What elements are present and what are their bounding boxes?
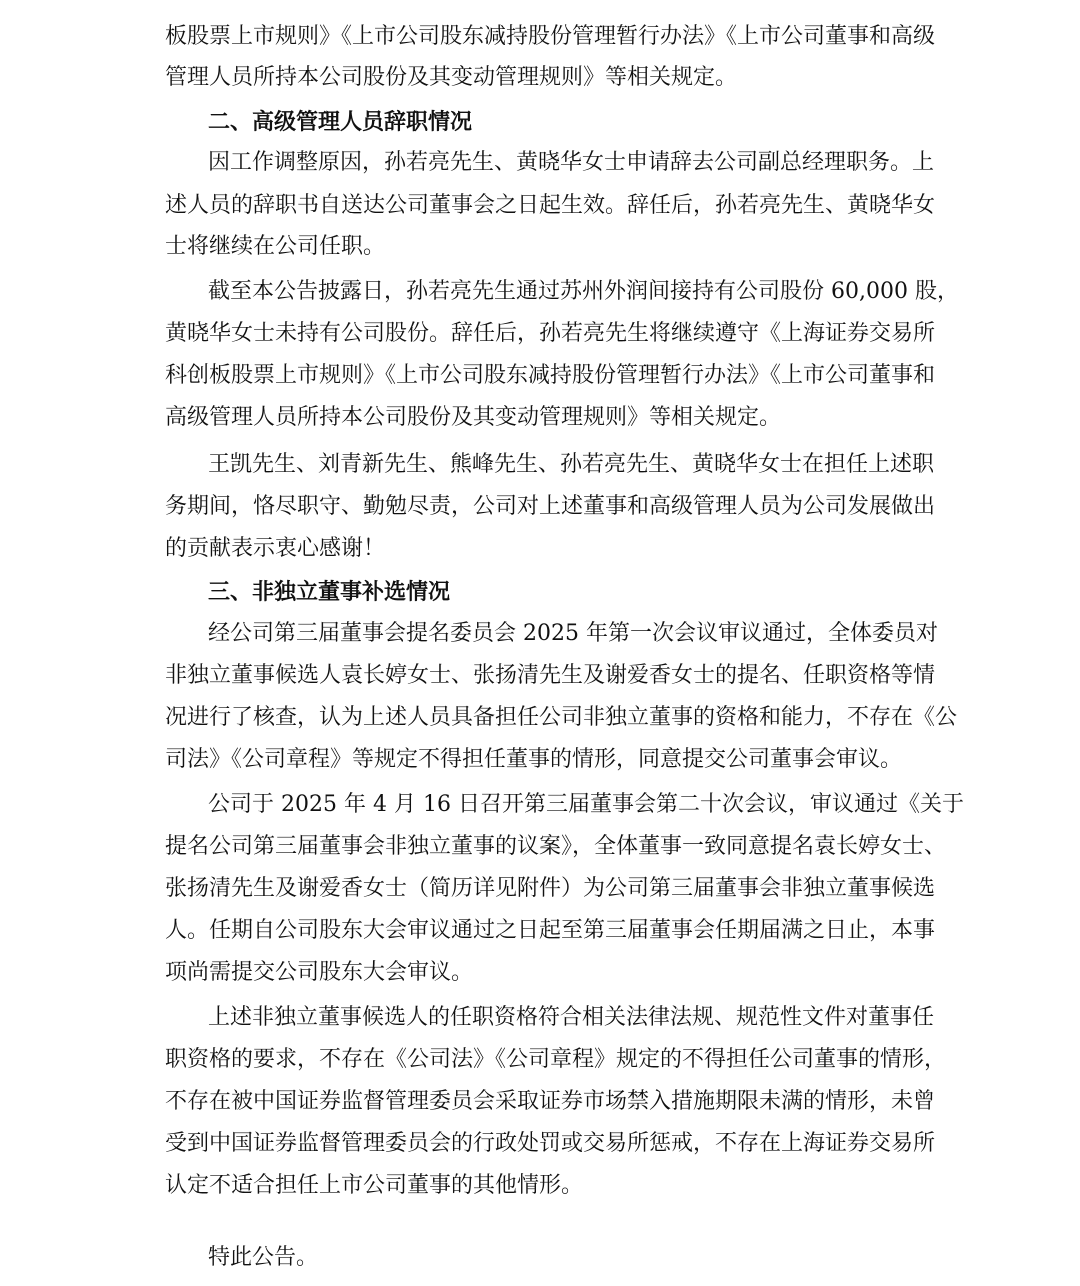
- body-line: 非独立董事候选人袁长婷女士、张扬清先生及谢爱香女士的提名、任职资格等情: [165, 663, 936, 688]
- body-line: 经公司第三届董事会提名委员会 2025 年第一次会议审议通过，全体委员对: [208, 621, 938, 646]
- body-line: 项尚需提交公司股东大会审议。: [165, 960, 474, 985]
- body-line: 况进行了核查，认为上述人员具备担任公司非独立董事的资格和能力，不存在《公: [165, 705, 958, 730]
- body-line: 科创板股票上市规则》《上市公司股东减持股份管理暂行办法》《上市公司董事和: [165, 363, 936, 388]
- body-line: 张扬清先生及谢爱香女士（简历详见附件）为公司第三届董事会非独立董事候选: [165, 876, 936, 901]
- body-line: 黄晓华女士未持有公司股份。辞任后，孙若亮先生将继续遵守《上海证券交易所: [165, 321, 936, 346]
- body-line: 的贡献表示衷心感谢！: [165, 536, 386, 561]
- body-line: 王凯先生、刘青新先生、熊峰先生、孙若亮先生、黄晓华女士在担任上述职: [208, 452, 935, 477]
- body-line: 提名公司第三届董事会非独立董事的议案》，全体董事一致同意提名袁长婷女士、: [165, 834, 947, 859]
- body-line: 司法》《公司章程》等规定不得担任董事的情形，同意提交公司董事会审议。: [165, 747, 903, 772]
- body-line: 述人员的辞职书自送达公司董事会之日起生效。辞任后，孙若亮先生、黄晓华女: [165, 193, 936, 218]
- body-line: 公司于 2025 年 4 月 16 日召开第三届董事会第二十次会议，审议通过《关于: [208, 792, 964, 817]
- body-line: 管理人员所持本公司股份及其变动管理规则》等相关规定。: [165, 65, 738, 90]
- section-heading-director-election: 三、非独立董事补选情况: [208, 579, 451, 605]
- closing-statement: 特此公告。: [208, 1245, 319, 1270]
- body-line: 板股票上市规则》《上市公司股东减持股份管理暂行办法》《上市公司董事和高级: [165, 24, 936, 49]
- body-line: 人。任期自公司股东大会审议通过之日起至第三届董事会任期届满之日止，本事: [165, 918, 936, 943]
- body-line: 受到中国证券监督管理委员会的行政处罚或交易所惩戒，不存在上海证券交易所: [165, 1131, 936, 1156]
- section-heading-resignation: 二、高级管理人员辞职情况: [208, 109, 473, 135]
- body-line: 士将继续在公司任职。: [165, 234, 386, 259]
- body-line: 因工作调整原因，孙若亮先生、黄晓华女士申请辞去公司副总经理职务。上: [208, 150, 935, 175]
- body-line: 务期间，恪尽职守、勤勉尽责，公司对上述董事和高级管理人员为公司发展做出: [165, 494, 936, 519]
- body-line: 上述非独立董事候选人的任职资格符合相关法律法规、规范性文件对董事任: [208, 1005, 935, 1030]
- body-line: 截至本公告披露日，孙若亮先生通过苏州外润间接持有公司股份 60,000 股，: [208, 279, 959, 304]
- body-line: 不存在被中国证券监督管理委员会采取证券市场禁入措施期限未满的情形，未曾: [165, 1089, 936, 1114]
- body-line: 高级管理人员所持本公司股份及其变动管理规则》等相关规定。: [165, 405, 782, 430]
- body-line: 职资格的要求，不存在《公司法》《公司章程》规定的不得担任公司董事的情形，: [165, 1047, 947, 1072]
- body-line: 认定不适合担任上市公司董事的其他情形。: [165, 1173, 584, 1198]
